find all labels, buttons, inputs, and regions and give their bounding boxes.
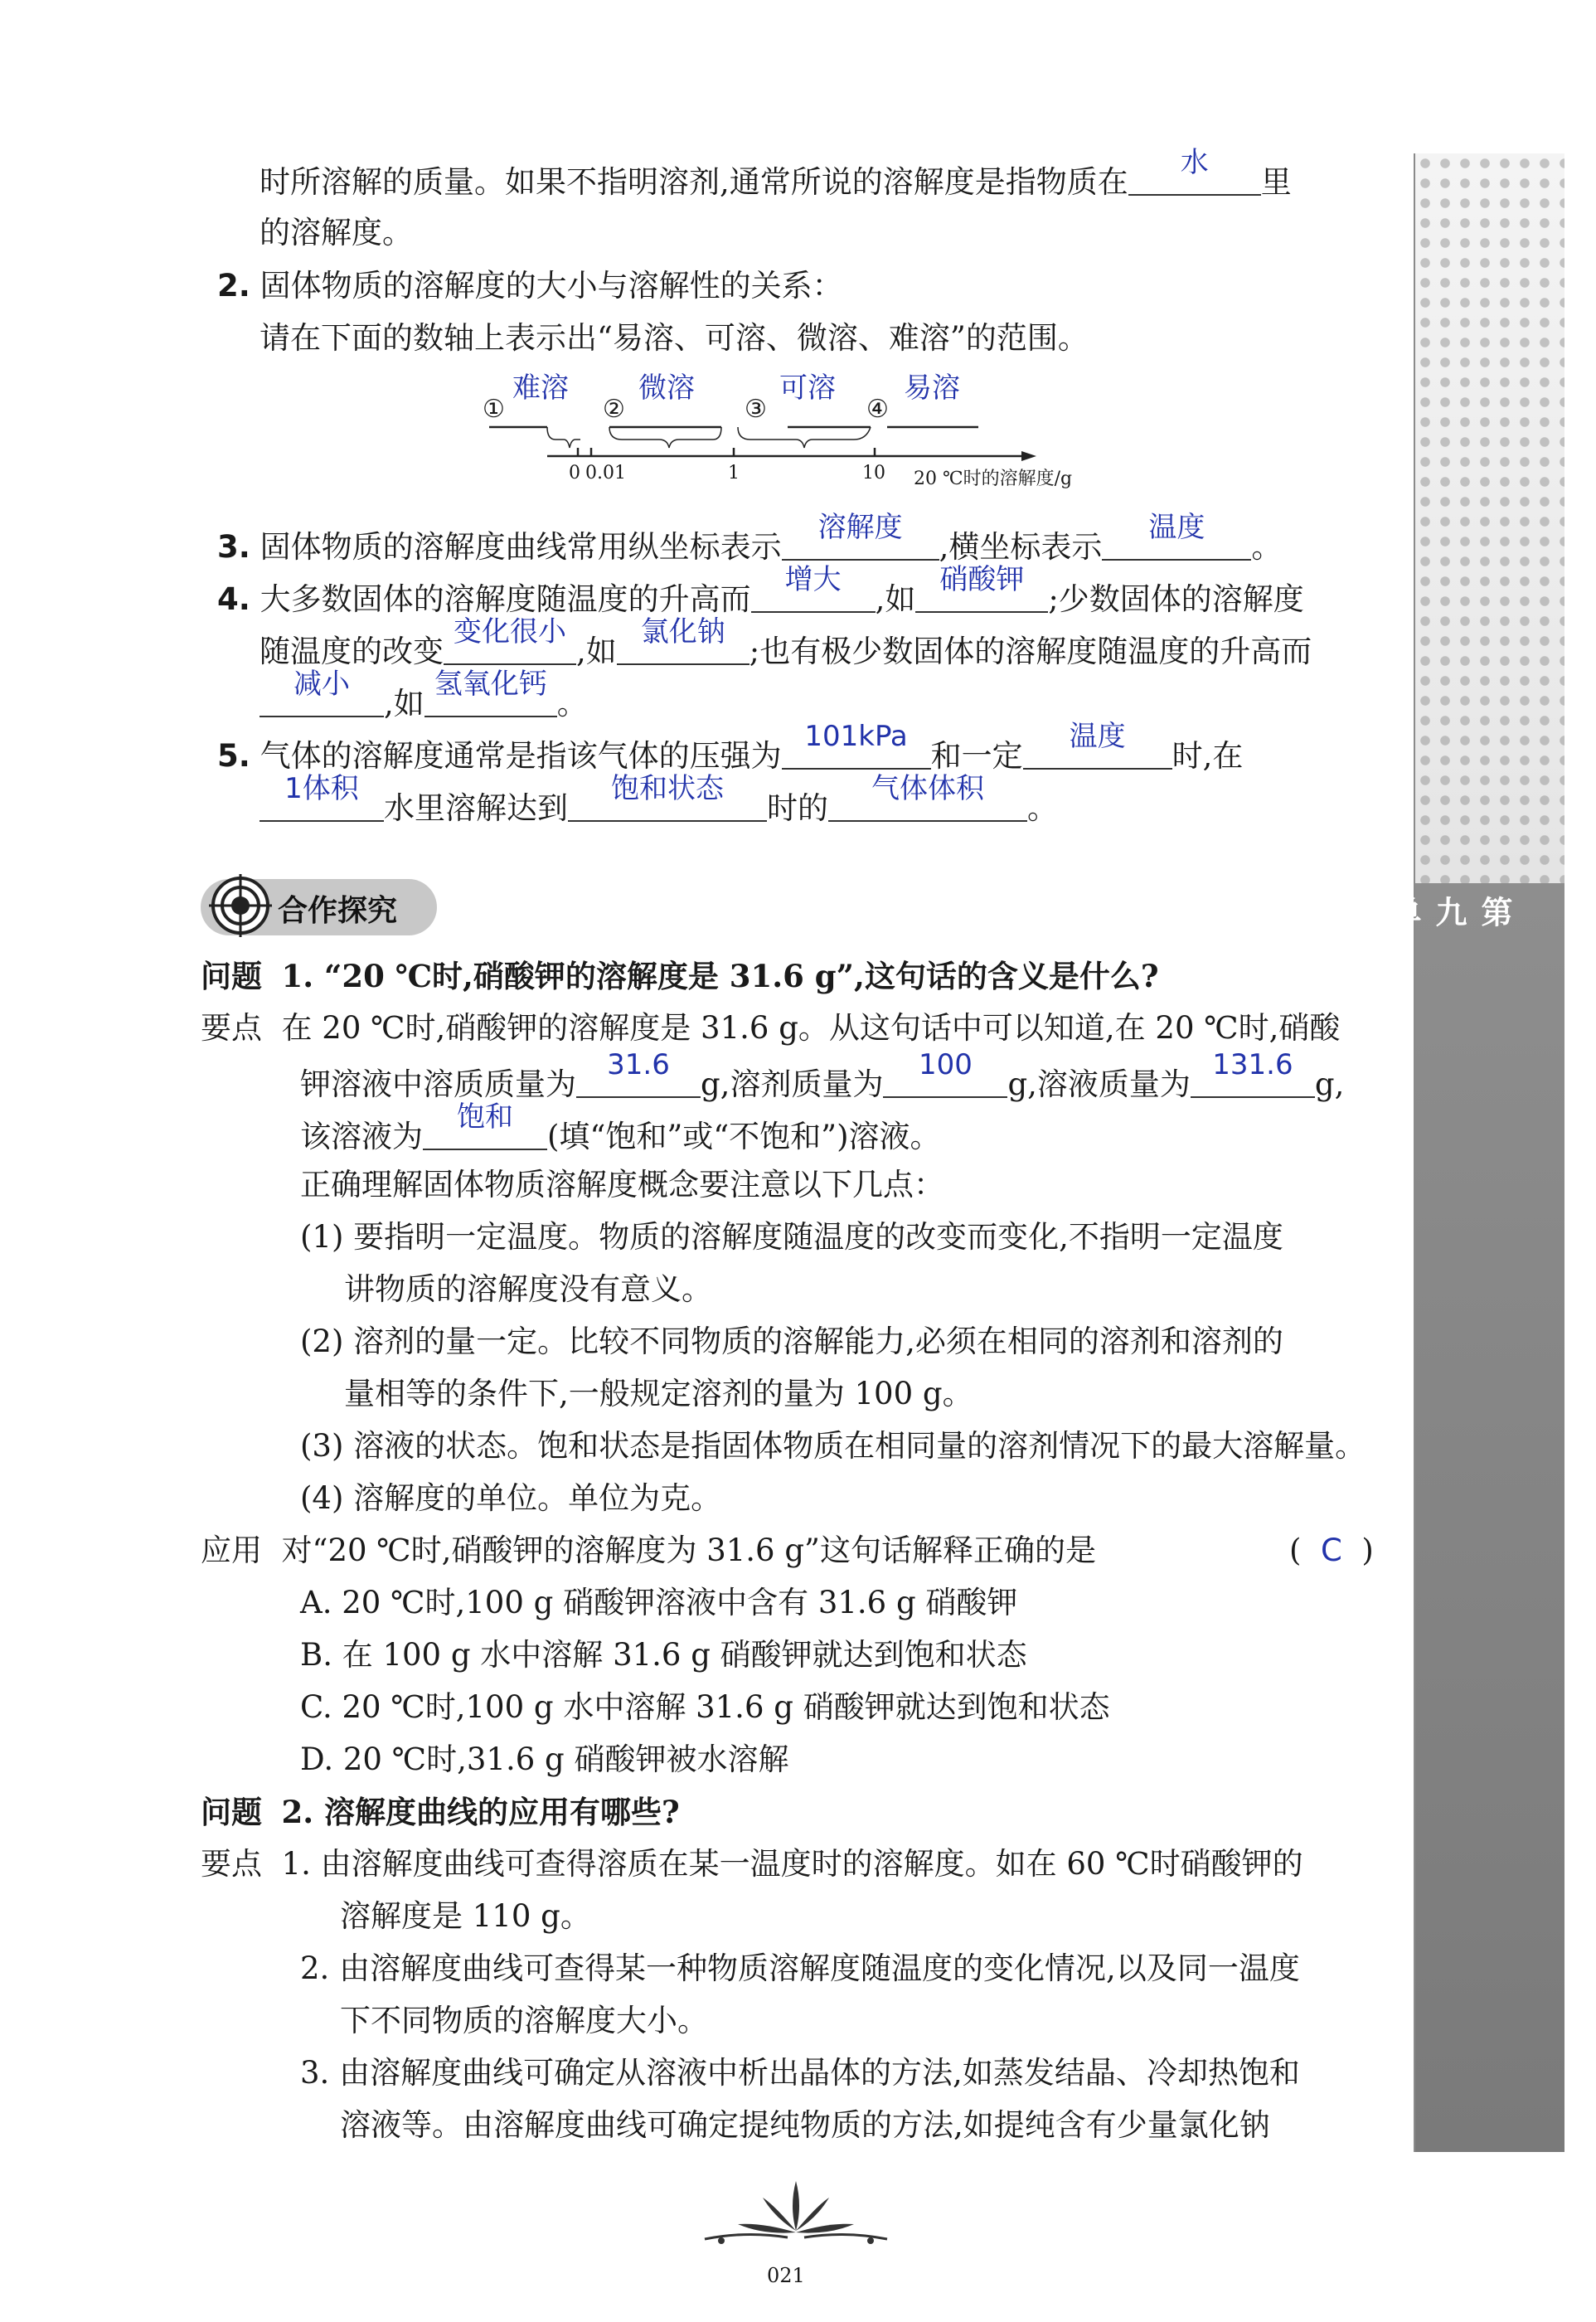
tick-label: 0 — [569, 463, 580, 483]
q-number: 3. — [217, 529, 250, 565]
key-text: 1. 由溶解度曲线可查得溶质在某一温度时的溶解度。如在 60 ℃时硝酸钾的 — [281, 1846, 1303, 1882]
blank — [444, 615, 576, 665]
answer: 微溶 — [638, 372, 695, 405]
option-d — [300, 1739, 788, 1780]
answer: 101kPa — [804, 720, 908, 753]
p1-point — [344, 1373, 973, 1415]
range-marker: ③ — [745, 395, 767, 424]
q-text: 时,在 — [1172, 738, 1244, 774]
p2-key-line — [300, 1948, 1300, 1989]
q4-line-2 — [260, 615, 1312, 673]
axis-label: 20 ℃时的溶解度/g — [914, 469, 1073, 489]
q-text: ;少数固体的溶解度 — [1048, 581, 1304, 617]
q-text: 固体物质的溶解度曲线常用纵坐标表示 — [260, 529, 782, 565]
p1-key-line-1 — [201, 1008, 1340, 1049]
answer: 硝酸钾 — [939, 563, 1025, 596]
key-text: 溶液等。由溶解度曲线可确定提纯物质的方法,如提纯含有少量氯化钠 — [340, 2107, 1270, 2143]
blank — [568, 772, 767, 822]
point-text: (2) 溶剂的量一定。比较不同物质的溶解能力,必须在相同的溶剂和溶剂的 — [300, 1324, 1283, 1359]
blank — [1102, 511, 1251, 561]
p1-point — [344, 1269, 712, 1310]
intro-text: 的溶解度。 — [260, 215, 413, 250]
answer: 溶解度 — [817, 511, 903, 544]
key-text: 2. 由溶解度曲线可查得某一种物质溶解度随温度的变化情况,以及同一温度 — [300, 1950, 1300, 1986]
p1-point — [300, 1321, 1283, 1363]
q-text: 固体物质的溶解度的大小与溶解性的关系： — [260, 268, 843, 304]
blank — [1023, 720, 1172, 770]
q-text: 和一定 — [930, 738, 1023, 774]
tick-label: 1 — [728, 463, 740, 483]
q-text: 。 — [1027, 790, 1058, 826]
answer: 31.6 — [607, 1048, 670, 1081]
option-text: B. 在 100 g 水中溶解 31.6 g 硝酸钾就达到饱和状态 — [300, 1637, 1027, 1673]
problem-tag: 问题 — [201, 1794, 262, 1830]
blank — [423, 1100, 547, 1150]
q-text: 请在下面的数轴上表示出“易溶、可溶、微溶、难溶”的范围。 — [260, 320, 1089, 356]
blank — [782, 720, 931, 770]
blank — [751, 563, 876, 613]
p1-point — [300, 1478, 721, 1519]
blank — [1191, 1048, 1315, 1098]
p1-note — [300, 1164, 944, 1206]
key-text: 钾溶液中溶质质量为 — [300, 1066, 576, 1102]
q-text: ,如 — [576, 634, 617, 669]
p2-key-line — [201, 1844, 1303, 1885]
key-tag: 要点 — [201, 1846, 262, 1882]
blank — [883, 1048, 1007, 1098]
q-number: 5. — [217, 738, 250, 774]
unit-char: 九 — [1430, 896, 1467, 929]
answer: 1体积 — [284, 772, 359, 805]
q-text: 时的 — [767, 790, 828, 826]
answer: 131.6 — [1212, 1048, 1293, 1081]
answer: C — [1320, 1533, 1342, 1568]
point-text: (4) 溶解度的单位。单位为克。 — [300, 1480, 722, 1516]
q-text: 气体的溶解度通常是指该气体的压强为 — [260, 738, 782, 774]
key-text: g,溶液质量为 — [1007, 1066, 1191, 1102]
key-tag: 要点 — [201, 1010, 262, 1046]
point-text: (3) 溶液的状态。饱和状态是指固体物质在相同量的溶剂情况下的最大溶解量。 — [300, 1428, 1366, 1464]
option-text: C. 20 ℃时,100 g 水中溶解 31.6 g 硝酸钾就达到饱和状态 — [300, 1689, 1110, 1725]
unit-char: 元 — [1339, 896, 1376, 929]
answer: 难溶 — [512, 372, 569, 405]
blank — [1128, 146, 1261, 196]
q-text: ,如 — [875, 581, 916, 617]
side-band — [1414, 153, 1564, 2152]
answer: 氢氧化钙 — [434, 668, 547, 701]
p2-key-line — [340, 2105, 1270, 2146]
q4-line-3 — [260, 668, 588, 725]
answer: 水 — [1180, 146, 1209, 179]
unit-char: 单 — [1385, 896, 1422, 929]
answer: 减小 — [293, 668, 350, 701]
q-text: 。 — [556, 686, 588, 721]
q5-line-2 — [260, 772, 1058, 829]
option-b — [300, 1635, 1027, 1676]
answer: 可溶 — [779, 372, 836, 405]
range-marker: ② — [603, 395, 625, 424]
p1-key-line-3 — [300, 1100, 941, 1158]
app-tag: 应用 — [201, 1533, 262, 1568]
q-text: 。 — [1251, 529, 1283, 565]
p1-point — [300, 1426, 1366, 1467]
intro-text: 时所溶解的质量。如果不指明溶剂,通常所说的溶解度是指物质在 — [260, 164, 1128, 200]
intro-line-2 — [260, 212, 413, 254]
app-question: 对“20 ℃时,硝酸钾的溶解度为 31.6 g”这句话解释正确的是 — [281, 1533, 1096, 1568]
p1-application — [201, 1530, 1096, 1571]
p1-point — [300, 1217, 1283, 1258]
p2-key-line — [340, 2000, 708, 2042]
point-text: 讲物质的溶解度没有意义。 — [344, 1271, 712, 1307]
unit-title — [1248, 896, 1517, 929]
p2-key-line — [300, 2052, 1300, 2094]
answer: 温度 — [1069, 720, 1126, 753]
blank — [828, 772, 1027, 822]
blank — [424, 668, 557, 717]
answer: 增大 — [784, 563, 842, 596]
q2-title — [217, 265, 843, 307]
footer-ornament-icon — [696, 2173, 895, 2256]
key-text: g, — [1314, 1066, 1345, 1102]
q-text: 大多数固体的溶解度随温度的升高而 — [260, 581, 751, 617]
q-text: ;也有极少数固体的溶解度随温度的升高而 — [749, 634, 1312, 669]
answer: 饱和 — [457, 1100, 513, 1134]
problem-title: 1. “20 ℃时,硝酸钾的溶解度是 31.6 g”,这句话的含义是什么? — [281, 958, 1159, 994]
dot-pattern — [1415, 153, 1564, 883]
answer: 变化很小 — [454, 615, 566, 649]
answer: 100 — [919, 1048, 973, 1081]
q-text: ,如 — [384, 686, 424, 721]
key-text: 该溶液为 — [300, 1119, 423, 1154]
blank — [576, 1048, 701, 1098]
q-number: 2. — [217, 268, 250, 304]
answer-bracket: ( C ) — [1289, 1533, 1374, 1568]
key-text: 正确理解固体物质溶解度概念要注意以下几点： — [300, 1167, 944, 1202]
key-text: 在 20 ℃时,硝酸钾的溶解度是 31.6 g。从这句话中可以知道,在 20 ℃时,硝酸 — [281, 1010, 1341, 1046]
section-title: 合作探究 — [278, 894, 398, 928]
problem-tag: 问题 — [201, 958, 262, 994]
tick-label: 0.01 — [585, 463, 626, 483]
point-text: 量相等的条件下,一般规定溶剂的量为 100 g。 — [344, 1376, 973, 1411]
side-band-dark — [1415, 883, 1564, 2152]
problem-1-title — [201, 955, 1159, 998]
key-text: (填“饱和”或“不饱和”)溶液。 — [547, 1119, 941, 1154]
problem-2-title — [201, 1791, 680, 1834]
p1-key-line-2 — [300, 1048, 1345, 1105]
blank — [260, 772, 384, 822]
answer: 温度 — [1148, 511, 1205, 544]
q-text: 水里溶解达到 — [384, 790, 568, 826]
intro-line-1 — [260, 146, 1292, 203]
q-text: 随温度的改变 — [260, 634, 444, 669]
q5-line-1 — [217, 720, 1244, 777]
blank — [617, 615, 749, 665]
point-text: (1) 要指明一定温度。物质的溶解度随温度的改变而变化,不指明一定温度 — [300, 1219, 1283, 1255]
q2-instruction — [260, 318, 1089, 359]
key-text: g,溶剂质量为 — [701, 1066, 884, 1102]
q-text: ,横坐标表示 — [939, 529, 1103, 565]
p2-key-line — [340, 1896, 591, 1937]
unit-char: 液 — [1248, 896, 1285, 929]
key-text: 溶解度是 110 g。 — [340, 1898, 591, 1934]
q-number: 4. — [217, 581, 250, 617]
option-a — [300, 1582, 1017, 1624]
problem-title: 2. 溶解度曲线的应用有哪些? — [281, 1794, 680, 1830]
unit-char: 溶 — [1293, 896, 1331, 929]
q4-line-1 — [217, 563, 1304, 620]
blank — [782, 511, 939, 561]
answer: 气体体积 — [871, 772, 984, 805]
blank — [915, 563, 1048, 613]
answer: 氯化钠 — [640, 615, 725, 649]
option-c — [300, 1687, 1110, 1728]
range-marker: ① — [483, 395, 505, 424]
page-number: 021 — [767, 2264, 805, 2287]
range-marker: ④ — [866, 395, 889, 424]
target-icon — [207, 872, 274, 939]
intro-tail: 里 — [1260, 164, 1292, 200]
q3-line — [217, 511, 1283, 568]
answer: 饱和状态 — [611, 772, 724, 805]
option-text: A. 20 ℃时,100 g 硝酸钾溶液中含有 31.6 g 硝酸钾 — [300, 1585, 1018, 1620]
tick-label: 10 — [862, 463, 885, 483]
option-text: D. 20 ℃时,31.6 g 硝酸钾被水溶解 — [300, 1742, 789, 1777]
answer: 易溶 — [904, 372, 960, 405]
key-text: 3. 由溶解度曲线可确定从溶液中析出晶体的方法,如蒸发结晶、冷却热饱和 — [300, 2055, 1300, 2091]
blank — [260, 668, 384, 717]
unit-char: 第 — [1476, 896, 1513, 929]
key-text: 下不同物质的溶解度大小。 — [340, 2003, 708, 2038]
